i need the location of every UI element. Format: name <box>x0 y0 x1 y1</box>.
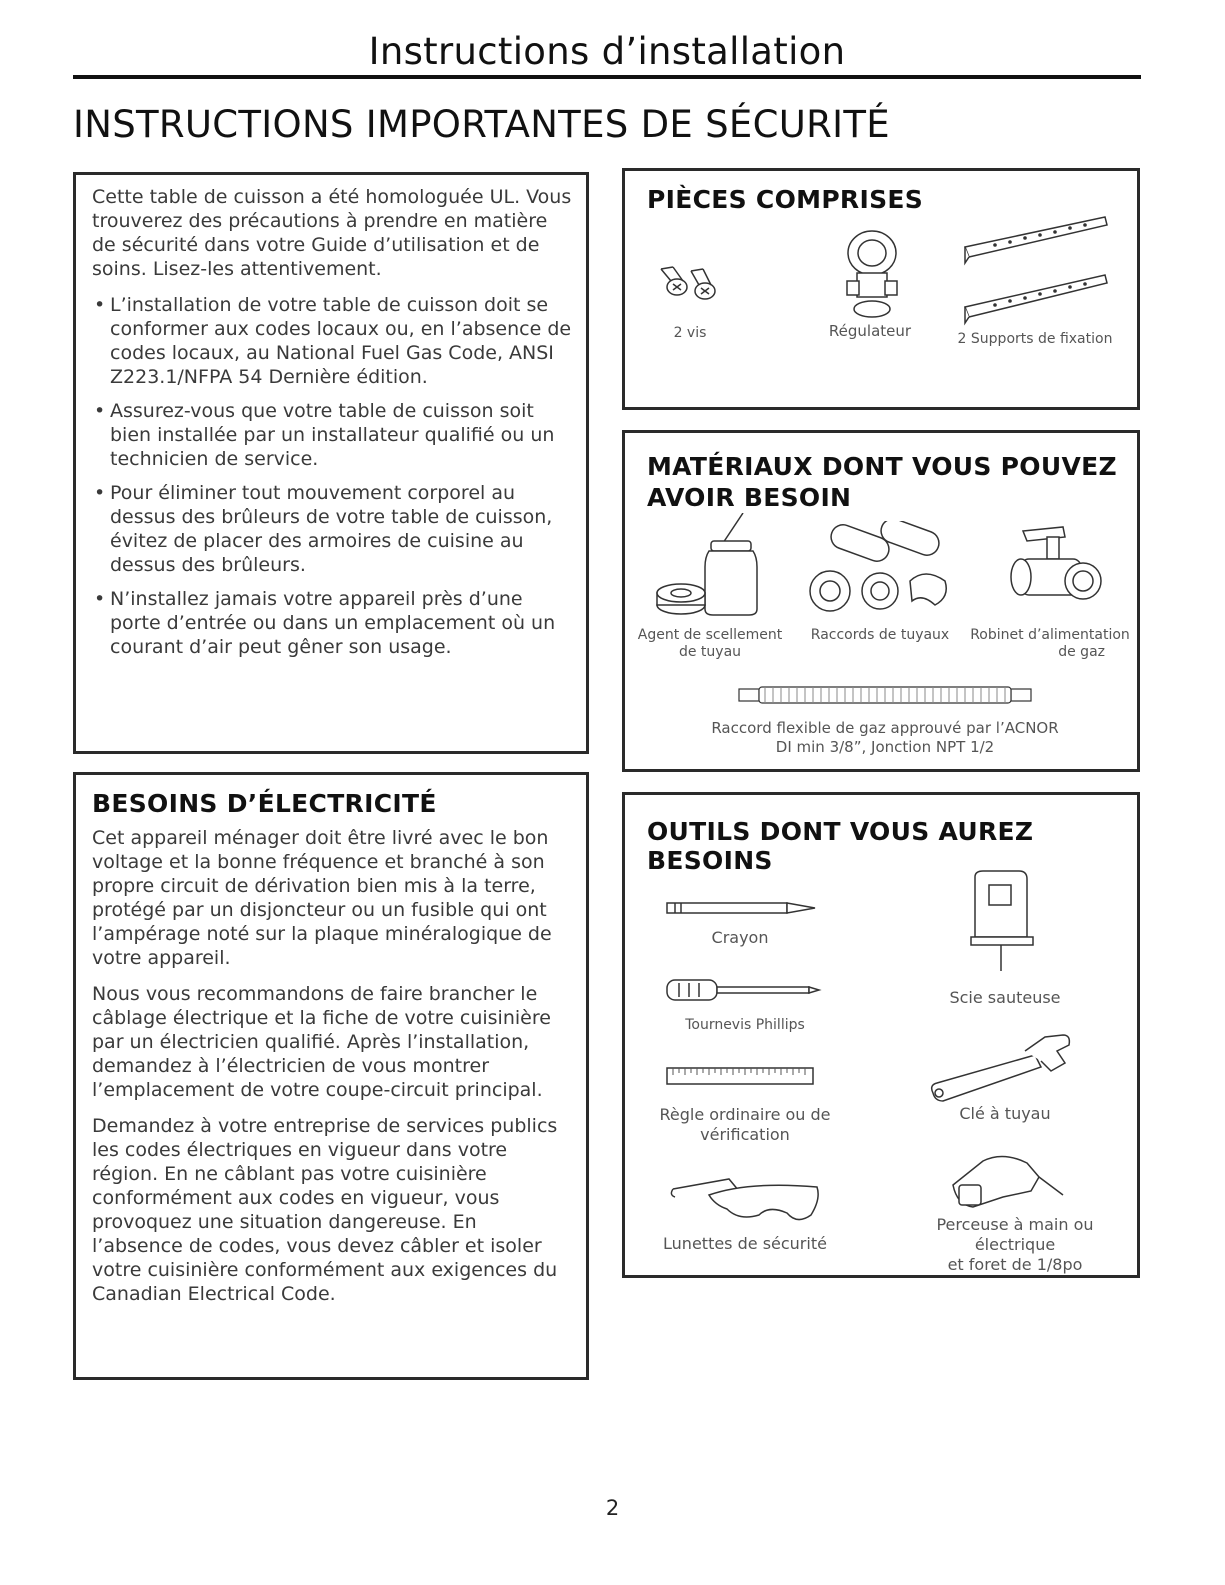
page-header-title: Instructions d’installation <box>368 30 846 73</box>
drill-caption-line: et foret de 1/8po <box>947 1255 1083 1274</box>
valve-caption-line: Robinet d’alimentation <box>970 627 1130 643</box>
regulator-icon <box>827 223 917 323</box>
tools-title: OUTILS DONT VOUS AUREZ BESOINS <box>647 817 1034 875</box>
safety-box <box>73 172 589 754</box>
sealant-caption <box>635 627 785 661</box>
gas-valve-icon <box>1003 521 1103 621</box>
materials-title <box>647 451 1117 513</box>
electric-paragraph: Nous vous recommandons de faire brancher le câblage électrique et la fiche de votre cuisinière par un électricien qualifié. Après l’installation, demandez à l’électricien de vous montrer l’emplacement de votre coupe-circuit principal. <box>92 983 551 1101</box>
ruler-caption-line: vérification <box>700 1125 790 1144</box>
parts-box <box>622 168 1140 410</box>
pipe-wrench-icon <box>925 1031 1085 1111</box>
electric-paragraph: Demandez à votre entreprise de services publics les codes électriques en vigueur dans votre région. En ne câblant pas votre cuisinière conformément aux codes en vigueur, vous provoquez une situation dangereuse. En l’absence de codes, vous devez câbler et isoler votre cuisinière conformément aux exigences du Canadian Electrical Code. <box>92 1115 558 1305</box>
brackets-caption: 2 Supports de fixation <box>957 331 1113 347</box>
sealant-caption-line: Agent de scellement <box>637 627 783 643</box>
pipe-fittings-icon <box>800 521 970 621</box>
ruler-icon <box>665 1065 815 1087</box>
materials-title-line: AVOIR BESOIN <box>647 483 852 512</box>
ruler-caption <box>645 1105 845 1145</box>
safety-bullet: • L’installation de votre table de cuisson doit se conformer aux codes locaux ou, en l’absence de codes locaux, au National Fuel Gas Code, ANSI Z223.1/NFPA 54 Dernière édition. <box>94 294 572 388</box>
drill-icon <box>943 1143 1073 1215</box>
safety-bullet: • Pour éliminer tout mouvement corporel au dessus des brûleurs de votre table de cuisson, évitez de placer des armoires de cuisine au dessus des brûleurs. <box>94 482 553 576</box>
jigsaw-icon <box>963 867 1043 977</box>
materials-title-line: MATÉRIAUX DONT VOUS POUVEZ <box>647 452 1117 481</box>
jigsaw-caption: Scie sauteuse <box>949 988 1061 1007</box>
electric-title: BESOINS D’ÉLECTRICITÉ <box>92 789 437 818</box>
valve-caption <box>965 627 1135 661</box>
safety-bullet: • Assurez-vous que votre table de cuisson soit bien installée par un installateur qualifié ou un technicien de service. <box>94 400 555 470</box>
materials-box <box>622 430 1140 772</box>
electric-paragraph: Cet appareil ménager doit être livré avec le bon voltage et la bonne fréquence et branché à son propre circuit de dérivation bien mis à la terre, protégé par un disjoncteur ou un fusible qui ont l’ampérage noté sur la plaque minéralogique de votre appareil. <box>92 827 552 969</box>
safety-bullets <box>92 293 572 659</box>
screws-icon <box>655 251 735 311</box>
fittings-caption: Raccords de tuyaux <box>810 627 950 643</box>
flex-connector-icon <box>735 683 1035 707</box>
parts-title: PIÈCES COMPRISES <box>647 185 924 214</box>
sealant-icon <box>653 513 773 621</box>
safety-bullet: • N’installez jamais votre appareil près d’une porte d’entrée ou dans un emplacement où un courant d’air peut gêner son usage. <box>94 588 556 658</box>
safety-glasses-icon <box>669 1165 829 1235</box>
wrench-caption: Clé à tuyau <box>959 1104 1051 1123</box>
pencil-icon <box>665 899 825 919</box>
brackets-icon <box>955 211 1115 331</box>
screwdriver-caption: Tournevis Phillips <box>685 1017 805 1033</box>
glasses-caption: Lunettes de sécurité <box>663 1234 827 1253</box>
pencil-caption: Crayon <box>711 928 769 947</box>
sealant-caption-line: de tuyau <box>678 644 742 660</box>
drill-caption <box>895 1215 1135 1275</box>
electric-box <box>73 772 589 1380</box>
header-rule <box>73 75 1141 79</box>
screwdriver-icon <box>665 977 825 1003</box>
connector-caption <box>665 719 1105 757</box>
connector-caption-line: DI min 3/8”, Jonction NPT 1/2 <box>775 738 995 756</box>
tools-box <box>622 792 1140 1278</box>
drill-caption-line: Perceuse à main ou électrique <box>936 1215 1094 1254</box>
page-number: 2 <box>605 1496 620 1520</box>
regulator-caption: Régulateur <box>828 322 912 340</box>
safety-intro: Cette table de cuisson a été homologuée UL. Vous trouverez des précautions à prendre en matière de sécurité dans votre Guide d’utilisation et de soins. Lisez-les attentivement. <box>92 186 572 280</box>
valve-caption-line: de gaz <box>1058 644 1105 660</box>
ruler-caption-line: Règle ordinaire ou de <box>659 1105 831 1124</box>
connector-caption-line: Raccord flexible de gaz approuvé par l’ACNOR <box>711 719 1059 737</box>
screws-caption: 2 vis <box>673 325 707 341</box>
main-title: INSTRUCTIONS IMPORTANTES DE SÉCURITÉ <box>73 103 890 146</box>
